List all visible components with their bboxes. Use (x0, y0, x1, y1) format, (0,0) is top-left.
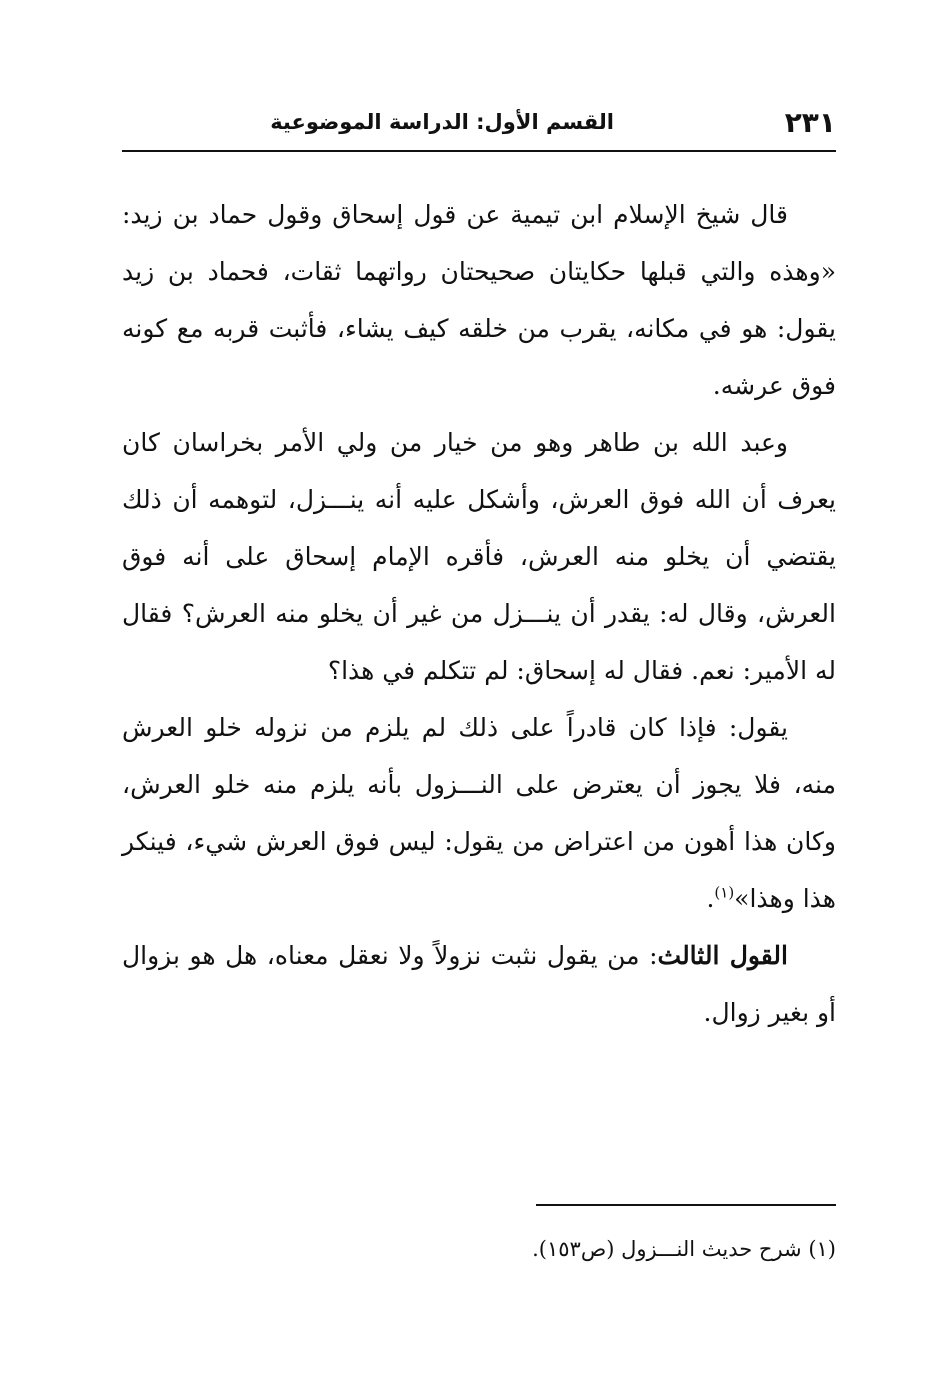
third-opinion-heading: القول الثالث (657, 941, 788, 970)
paragraph-abdullah-bin-tahir: وعبد الله بن طاهر وهو من خيار من ولي الأمر بخراسان كان يعرف أن الله فوق العرش، وأشكل عليه أنه ينـــزل، لتوهمه أن ذلك يقتضي أن يخلو منه العرش، فأقره الإمام إسحاق على أنه فوق العرش، وقال له: يقدر أن ينـــزل من غير أن يخلو منه العرش؟ فقال له الأمير: نعم. فقال له إسحاق: لم تتكلم في هذا؟ (122, 428, 836, 685)
paragraph-conclusion-end: . (706, 884, 715, 913)
paragraph-third-opinion (122, 927, 836, 1041)
header-rule (122, 150, 836, 152)
footnote-rule (536, 1204, 836, 1206)
paragraph-quote-intro: قال شيخ الإسلام ابن تيمية عن قول إسحاق وقول حماد بن زيد: «وهذه والتي قبلها حكايتان صحيحتان رواتهما ثقات، فحماد بن زيد يقول: هو في مكانه، يقرب من خلقه كيف يشاء، فأثبت قربه مع كونه فوق عرشه. (122, 200, 836, 400)
paragraph-conclusion-text: يقول: فإذا كان قادراً على ذلك لم يلزم من نزوله خلو العرش منه، فلا يجوز أن يعترض على النـــزول بأنه يلزم منه خلو العرش، وكان هذا أهون من اعتراض من يقول: ليس فوق العرش شيء، فينكر هذا وهذا» (122, 713, 836, 913)
page-header (122, 100, 836, 148)
footnote-reference: (١) (714, 883, 735, 902)
main-text (122, 186, 836, 1041)
running-title: القسم الأول: الدراسة الموضوعية (270, 110, 614, 134)
footnote: (١) شرح حديث النـــزول (ص١٥٣). (532, 1237, 836, 1261)
page-number: ٢٣١ (784, 106, 836, 139)
third-opinion-text: : من يقول نثبت نزولاً ولا نعقل معناه، هل هو بزوال أو بغير زوال. (122, 941, 836, 1027)
paragraph-conclusion (122, 699, 836, 927)
